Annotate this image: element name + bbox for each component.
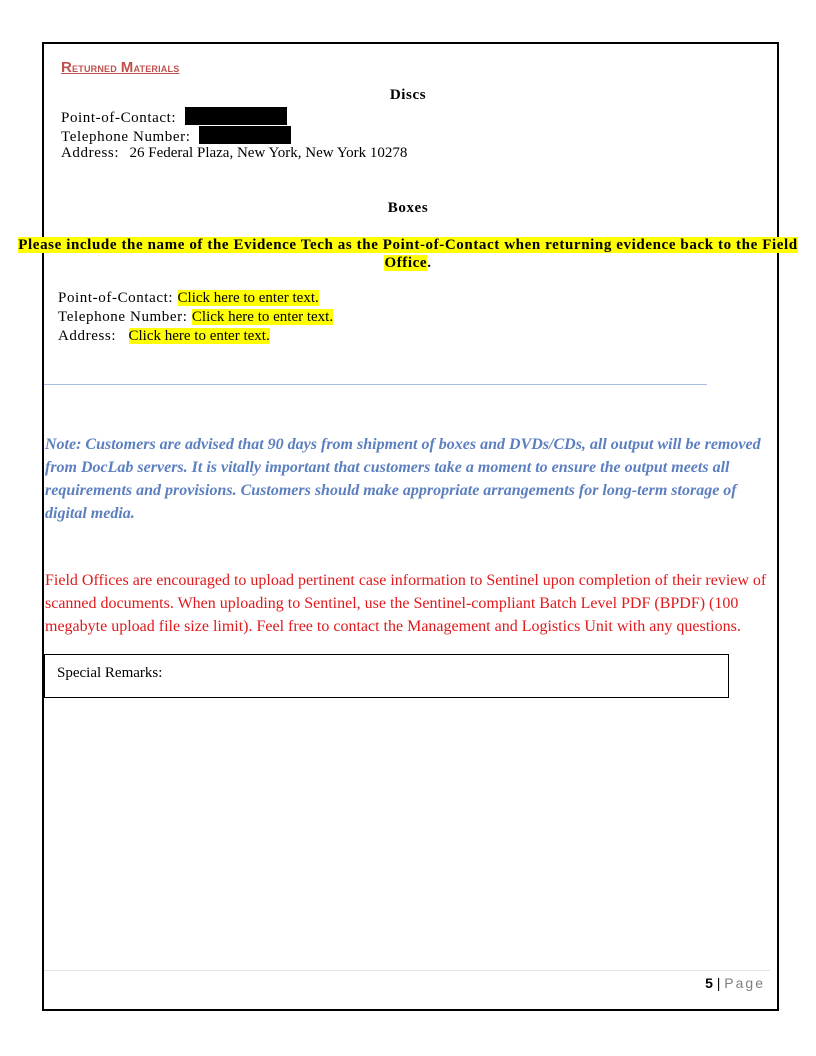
evidence-tech-notice <box>0 236 816 272</box>
boxes-poc-row <box>58 290 319 307</box>
boxes-phone-input[interactable]: Click here to enter text. <box>191 309 334 325</box>
page-number: 5 <box>705 975 713 991</box>
retention-note: Note: Customers are advised that 90 days from shipment of boxes and DVDs/CDs, all output will be removed from DocLab servers. It is vitally important that customers take a moment to ensure the output meets all requirements and provisions. Customers should make appropriate arrangements for long-term storage of digital media. <box>45 436 761 522</box>
discs-address-row <box>61 145 407 162</box>
boxes-poc-label: Point-of-Contact: <box>58 290 174 306</box>
discs-title: Discs <box>389 87 427 103</box>
discs-phone-label: Telephone Number: <box>61 129 191 145</box>
page-footer <box>705 975 765 991</box>
boxes-poc-input[interactable]: Click here to enter text. <box>177 290 319 306</box>
discs-phone-row <box>61 126 291 146</box>
heading-cap-m: M <box>120 59 134 76</box>
page-word: Page <box>724 975 765 991</box>
boxes-phone-label: Telephone Number: <box>58 309 188 325</box>
page-border <box>42 42 779 1011</box>
boxes-address-label: Address: <box>58 328 117 344</box>
heading-word-2: aterials <box>133 60 180 75</box>
boxes-address-row <box>58 328 270 345</box>
footer-divider <box>44 970 770 971</box>
heading-cap-r: R <box>61 59 73 76</box>
boxes-phone-row <box>58 309 333 326</box>
discs-address-label: Address: <box>61 145 120 161</box>
special-remarks-box[interactable] <box>44 654 729 698</box>
discs-poc-row <box>61 107 287 127</box>
notice-text: Please include the name of the Evidence Tech as the Point-of-Contact when returning evidence back to the Field Office <box>18 237 798 271</box>
heading-word-1: eturned <box>72 60 117 75</box>
notice-end: . <box>427 255 432 271</box>
redaction-bar <box>185 107 287 125</box>
discs-poc-label: Point-of-Contact: <box>61 110 177 126</box>
special-remarks-label: Special Remarks: <box>57 665 163 681</box>
section-heading <box>61 59 179 76</box>
boxes-address-input[interactable]: Click here to enter text. <box>128 328 270 344</box>
divider-line <box>44 384 707 385</box>
discs-address-value: 26 Federal Plaza, New York, New York 10278 <box>129 145 408 161</box>
footer-separator: | <box>716 975 721 991</box>
sentinel-upload-text: Field Offices are encouraged to upload pertinent case information to Sentinel upon completion of their review of scanned documents. When uploading to Sentinel, use the Sentinel-compliant Batch Level PDF (BPDF) (100 megabyte upload file size limit). Feel free to contact the Management and Logistics Unit with any questions. <box>45 572 767 635</box>
redaction-bar <box>199 126 291 144</box>
boxes-title: Boxes <box>387 200 429 216</box>
